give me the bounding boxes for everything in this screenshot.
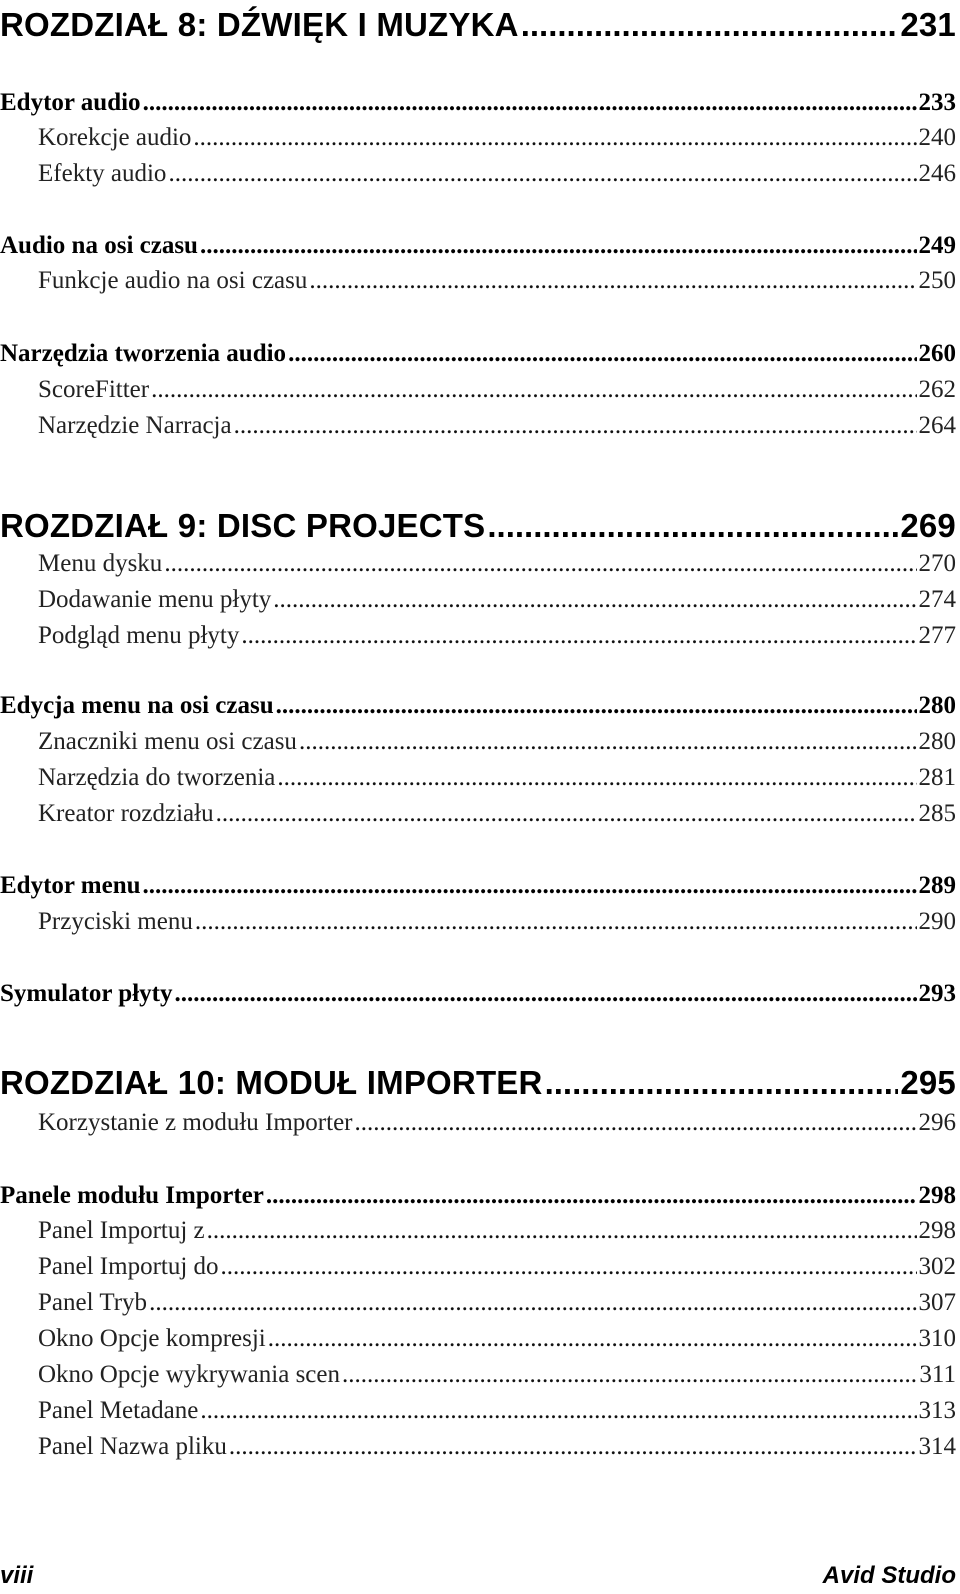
toc-leader-dots xyxy=(266,1183,917,1208)
toc-subsection xyxy=(0,268,956,293)
toc-title: Okno Opcje wykrywania scen xyxy=(38,1361,340,1388)
toc-leader-dots xyxy=(149,1290,916,1315)
toc-title: Edycja menu na osi czasu xyxy=(0,692,274,719)
toc-subsection xyxy=(0,765,956,790)
toc-page: 281 xyxy=(918,764,956,791)
toc-title: Korzystanie z modułu Importer xyxy=(38,1109,353,1136)
toc-title: Narzędzia tworzenia audio xyxy=(0,340,287,367)
toc-page: 293 xyxy=(918,980,956,1007)
toc-leader-dots xyxy=(234,413,917,438)
toc-title: Korekcje audio xyxy=(38,124,192,151)
toc-title: Panel Tryb xyxy=(38,1289,148,1316)
toc-leader-dots xyxy=(309,268,916,293)
toc-subsection xyxy=(0,909,956,934)
toc-title: Kreator rozdziału xyxy=(38,800,214,827)
toc-page: 289 xyxy=(918,872,956,899)
toc-page: 280 xyxy=(918,728,956,755)
toc-leader-dots xyxy=(342,1362,917,1387)
toc-section xyxy=(0,90,956,115)
toc-leader-dots xyxy=(143,873,917,898)
toc-section xyxy=(0,693,956,718)
toc-title: Przyciski menu xyxy=(38,908,193,935)
toc-page: 310 xyxy=(918,1325,956,1352)
toc-page: 298 xyxy=(918,1182,956,1209)
toc-page: 280 xyxy=(918,692,956,719)
toc-page: 302 xyxy=(918,1253,956,1280)
toc-subsection xyxy=(0,623,956,648)
toc-leader-dots xyxy=(487,509,898,542)
toc-page: 231 xyxy=(900,6,956,43)
toc-leader-dots xyxy=(207,1218,917,1243)
toc-subsection xyxy=(0,1218,956,1243)
toc-title: Narzędzie Narracja xyxy=(38,412,232,439)
toc-title: Edytor audio xyxy=(0,89,141,116)
toc-title: Funkcje audio na osi czasu xyxy=(38,267,308,294)
toc-subsection xyxy=(0,1110,956,1135)
toc-title: ROZDZIAŁ 8: DŹWIĘK I MUZYKA xyxy=(0,6,519,43)
toc-title: ROZDZIAŁ 10: MODUŁ IMPORTER xyxy=(0,1064,543,1101)
toc-title: Audio na osi czasu xyxy=(0,232,198,259)
toc-leader-dots xyxy=(221,1254,917,1279)
toc-leader-dots xyxy=(299,729,917,754)
toc-subsection xyxy=(0,1254,956,1279)
toc-section xyxy=(0,233,956,258)
toc-page: 307 xyxy=(918,1289,956,1316)
toc-title: Okno Opcje kompresji xyxy=(38,1325,266,1352)
toc-subsection xyxy=(0,551,956,576)
toc-page: 296 xyxy=(918,1109,956,1136)
toc-page: 314 xyxy=(918,1433,956,1460)
toc-page: 249 xyxy=(918,232,956,259)
footer-page-number: viii xyxy=(0,1562,34,1589)
toc-leader-dots xyxy=(521,8,899,41)
toc-title: Panel Metadane xyxy=(38,1397,199,1424)
toc-page: 298 xyxy=(918,1217,956,1244)
page-footer xyxy=(0,1562,956,1590)
toc-subsection xyxy=(0,1290,956,1315)
toc-page: 246 xyxy=(918,160,956,187)
toc-subsection xyxy=(0,413,956,438)
toc-title: Panel Nazwa pliku xyxy=(38,1433,227,1460)
toc-title: ROZDZIAŁ 9: DISC PROJECTS xyxy=(0,507,486,544)
toc-subsection xyxy=(0,729,956,754)
toc-title: Efekty audio xyxy=(38,160,167,187)
toc-chapter-9 xyxy=(0,509,956,542)
toc-section xyxy=(0,981,956,1006)
toc-page: 295 xyxy=(900,1064,956,1101)
toc-title: Panele modułu Importer xyxy=(0,1182,264,1209)
toc-section xyxy=(0,341,956,366)
toc-leader-dots xyxy=(288,341,916,366)
toc-leader-dots xyxy=(355,1110,917,1135)
toc-leader-dots xyxy=(276,693,917,718)
toc-title: Dodawanie menu płyty xyxy=(38,586,272,613)
toc-page: 250 xyxy=(918,267,956,294)
toc-leader-dots xyxy=(151,377,916,402)
toc-chapter-10 xyxy=(0,1066,956,1099)
toc-page: 274 xyxy=(918,586,956,613)
toc-leader-dots xyxy=(174,981,916,1006)
toc-page: 290 xyxy=(918,908,956,935)
toc-title: Panel Importuj z xyxy=(38,1217,205,1244)
toc-title: Znaczniki menu osi czasu xyxy=(38,728,297,755)
toc-title: ScoreFitter xyxy=(38,376,150,403)
toc-page: 311 xyxy=(919,1361,956,1388)
toc-section xyxy=(0,1183,956,1208)
toc-title: Edytor menu xyxy=(0,872,141,899)
toc-subsection xyxy=(0,587,956,612)
toc-subsection xyxy=(0,1326,956,1351)
toc-title: Narzędzia do tworzenia xyxy=(38,764,276,791)
toc-page: 260 xyxy=(918,340,956,367)
toc-page: 269 xyxy=(900,507,956,544)
toc-subsection xyxy=(0,125,956,150)
toc-page: 277 xyxy=(918,622,956,649)
toc-leader-dots xyxy=(143,90,917,115)
toc-leader-dots xyxy=(241,623,916,648)
toc-leader-dots xyxy=(164,551,916,576)
toc-leader-dots xyxy=(268,1326,917,1351)
toc-subsection xyxy=(0,801,956,826)
toc-title: Symulator płyty xyxy=(0,980,173,1007)
toc-leader-dots xyxy=(277,765,916,790)
toc-leader-dots xyxy=(200,233,917,258)
toc-subsection xyxy=(0,377,956,402)
toc-chapter-8 xyxy=(0,8,956,41)
toc-subsection xyxy=(0,1362,956,1387)
toc-page: 264 xyxy=(918,412,956,439)
toc-subsection xyxy=(0,1398,956,1423)
toc-page: 240 xyxy=(918,124,956,151)
toc-leader-dots xyxy=(195,909,917,934)
toc-title: Podgląd menu płyty xyxy=(38,622,240,649)
toc-leader-dots xyxy=(545,1066,899,1099)
toc-page: 262 xyxy=(918,376,956,403)
toc-leader-dots xyxy=(229,1434,917,1459)
footer-product-name: Avid Studio xyxy=(822,1562,956,1589)
toc-page: 233 xyxy=(918,89,956,116)
toc-leader-dots xyxy=(216,801,917,826)
toc-leader-dots xyxy=(200,1398,916,1423)
toc-page: 313 xyxy=(918,1397,956,1424)
toc-subsection xyxy=(0,161,956,186)
toc-leader-dots xyxy=(193,125,916,150)
toc-title: Menu dysku xyxy=(38,550,163,577)
toc-title: Panel Importuj do xyxy=(38,1253,219,1280)
toc-page: 270 xyxy=(918,550,956,577)
toc-leader-dots xyxy=(273,587,916,612)
toc-subsection xyxy=(0,1434,956,1459)
toc-page: 285 xyxy=(918,800,956,827)
toc-section xyxy=(0,873,956,898)
toc-leader-dots xyxy=(168,161,916,186)
